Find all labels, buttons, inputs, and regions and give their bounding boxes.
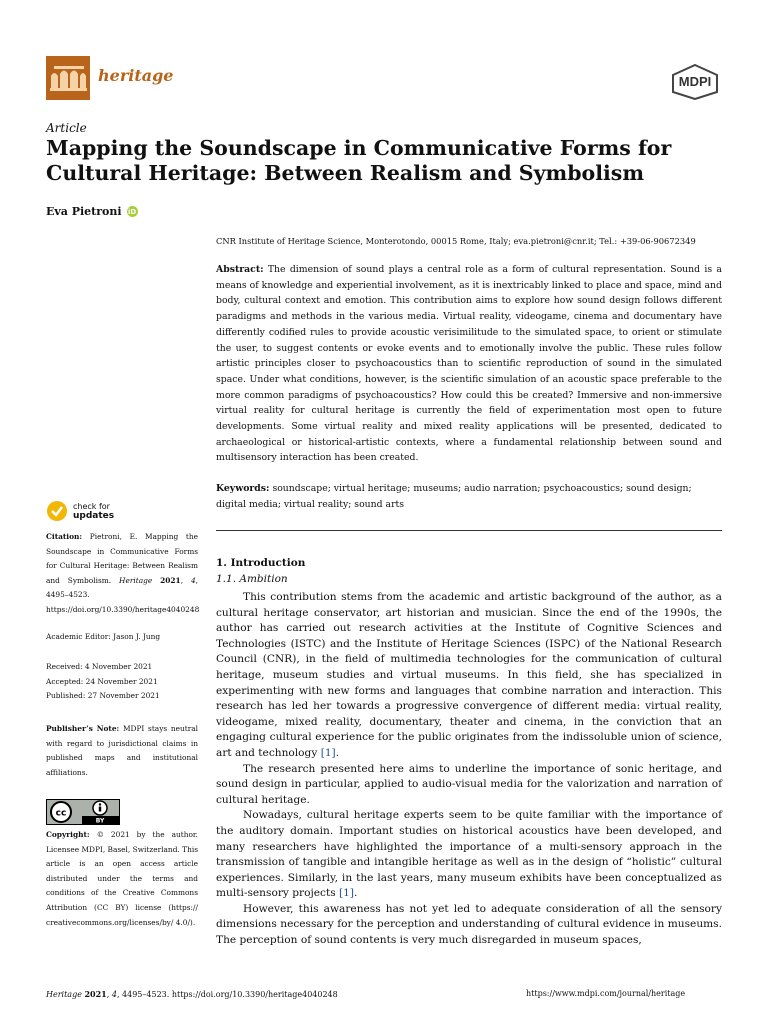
body-text: [216, 590, 722, 949]
mdpi-logo-icon: [670, 64, 720, 100]
check-updates-icon: [46, 500, 68, 522]
publisher-note: Publisher’s Note: MDPI stays neutral with regard to jurisdictional claims in published maps and institutional affiliations.: [46, 724, 199, 777]
abstract-text: The dimension of sound plays a central role as a form of cultural representation. Sound is a means of knowledge and experiential involvement, as it is inextricably linked to place and space, mind and body, cultural context and emotion. This contribution aims to explore how sound design follows different paradigms and methods in the various media. Virtual reality, videogame, cinema and documentary have differently codified rules to provide acoustic verisimilitude to the simulated space, to orient or stimulate the user, to suggest contents or evoke events and to emotionally involve the public. These rules follow artistic principles closer to psychoacoustics than to scientific reproduction of sound in the simulated space. Under what conditions, however, is the scientific simulation of an acoustic space preferable to the more common paradigms of psychoacoustics? How could this be created? Immersive and non-immersive virtual reality for cultural heritage is currently the field of experimentation most open to future developments. Some virtual reality and mixed reality applications will be presented, dedicated to archaeological or historical-artistic contexts, where a fundamental relationship between sound and multisensory interaction has been created.: [216, 264, 722, 464]
check-for-updates-button[interactable]: [46, 500, 114, 522]
keywords-text: soundscape; virtual heritage; museums; audio narration; psychoacoustics; sound design; digital media; virtual reality; sound arts: [216, 483, 692, 510]
author-line: [46, 205, 138, 218]
cc-badge-text: BY: [95, 817, 105, 825]
paragraph: However, this awareness has not yet led to adequate consideration of all the sensory dimensions necessary for the perception and understanding of cultural evidence in museums. The perception of sound contents is very much disregarded in museum spaces,: [216, 902, 722, 947]
affiliation: CNR Institute of Heritage Science, Monterotondo, 00015 Rome, Italy; eva.pietroni@cnr.it; Tel.: +39-06-90672349: [216, 236, 696, 246]
keywords-label: Keywords:: [216, 483, 270, 494]
abstract-divider: [216, 530, 722, 531]
footer-journal-url[interactable]: https://www.mdpi.com/journal/heritage: [526, 989, 686, 998]
keywords: [216, 481, 722, 512]
accepted-date: Accepted: 24 November 2021: [46, 676, 158, 686]
check-updates-label: check for updates: [73, 501, 115, 521]
section-heading: 1. Introduction: [216, 557, 306, 569]
footer-citation: Heritage 2021, 4, 4495–4523. https://doi.org/10.3390/heritage4040248: [46, 989, 338, 999]
academic-editor: Academic Editor: Jason J. Jung: [46, 632, 161, 641]
citation: Citation: Pietroni, E. Mapping the Soundscape in Communicative Forms for Cultural Heritage: Between Realism and Symbolism. Heritage 2021, 4, 4495–4523. https://doi.org/10.3390/heritage4040248: [46, 532, 200, 614]
reference-link[interactable]: [1]: [339, 887, 355, 900]
svg-text:cc: cc: [55, 808, 67, 819]
reference-link[interactable]: [1]: [320, 746, 336, 759]
cc-by-license-icon[interactable]: [46, 799, 120, 825]
received-date: Received: 4 November 2021: [46, 662, 153, 671]
article-type: Article: [46, 121, 87, 135]
paragraph: This contribution stems from the academic and artistic background of the author, as a cultural heritage conservator, art historian and musician. Since the end of the 1990s, the author has carried out research activities at the Institute of Cognitive Sciences and Technologies (ISTC) and the Institute of Heritage Sciences (ISPC) of the National Research Council (CNR), in the field of multimedia technologies for the communication of cultural heritage, museum studies and virtual museums. In this field, she has specialized in experimenting with new forms and languages that combine narration and interaction. This research has led her towards a progressive convergence of different media: virtual reality, videogame, mixed reality, documentary, theater and cinema, in the conviction that an engaging cultural experience for the public originates from the indissoluble union of science, art and technology [1].: [216, 591, 722, 759]
published-date: Published: 27 November 2021: [46, 691, 160, 701]
citation-doi-link[interactable]: , 4495–4523. https://doi.org/10.3390/heritage4040248: [46, 575, 200, 614]
orcid-icon[interactable]: iD: [127, 207, 137, 216]
abstract: [216, 262, 722, 466]
footer-doi-link[interactable]: , 4495–4523. https://doi.org/10.3390/heritage4040248: [116, 990, 338, 999]
subsection-heading: 1.1. Ambition: [216, 573, 288, 585]
svg-text:MDPI: MDPI: [678, 74, 712, 89]
paragraph: The research presented here aims to underline the importance of sonic heritage, and sound design in particular, applied to audio-visual media for the valorization and narration of cultural heritage.: [216, 762, 722, 806]
journal-name: heritage: [98, 66, 174, 85]
paragraph: Nowadays, cultural heritage experts seem to be quite familiar with the importance of the auditory domain. Important studies on historical acoustics have been developed, and many researchers have highlighted the importance of a multi-sensory approach in the transmission of tangible and intangible heritage as well as in the design of “holistic” cultural experiences. Similarly, in the last years, many museum exhibits have been conceptualized as multi-sensory projects [1].: [216, 809, 722, 900]
publication-dates: [46, 660, 198, 704]
author-name: Eva Pietroni: [46, 205, 122, 218]
abstract-label: Abstract:: [216, 264, 264, 275]
heritage-logo-icon: [46, 56, 90, 100]
article-title: Mapping the Soundscape in Communicative Forms for Cultural Heritage: Between Realism and Symbolism: [46, 136, 672, 185]
copyright: Copyright: © 2021 by the author. Licensee MDPI, Basel, Switzerland. This article is an open access article distributed under the terms and conditions of the Creative Commons Attribution (CC BY) license (https:// creativecommons.org/licenses/by/ 4.0/).: [46, 830, 198, 927]
